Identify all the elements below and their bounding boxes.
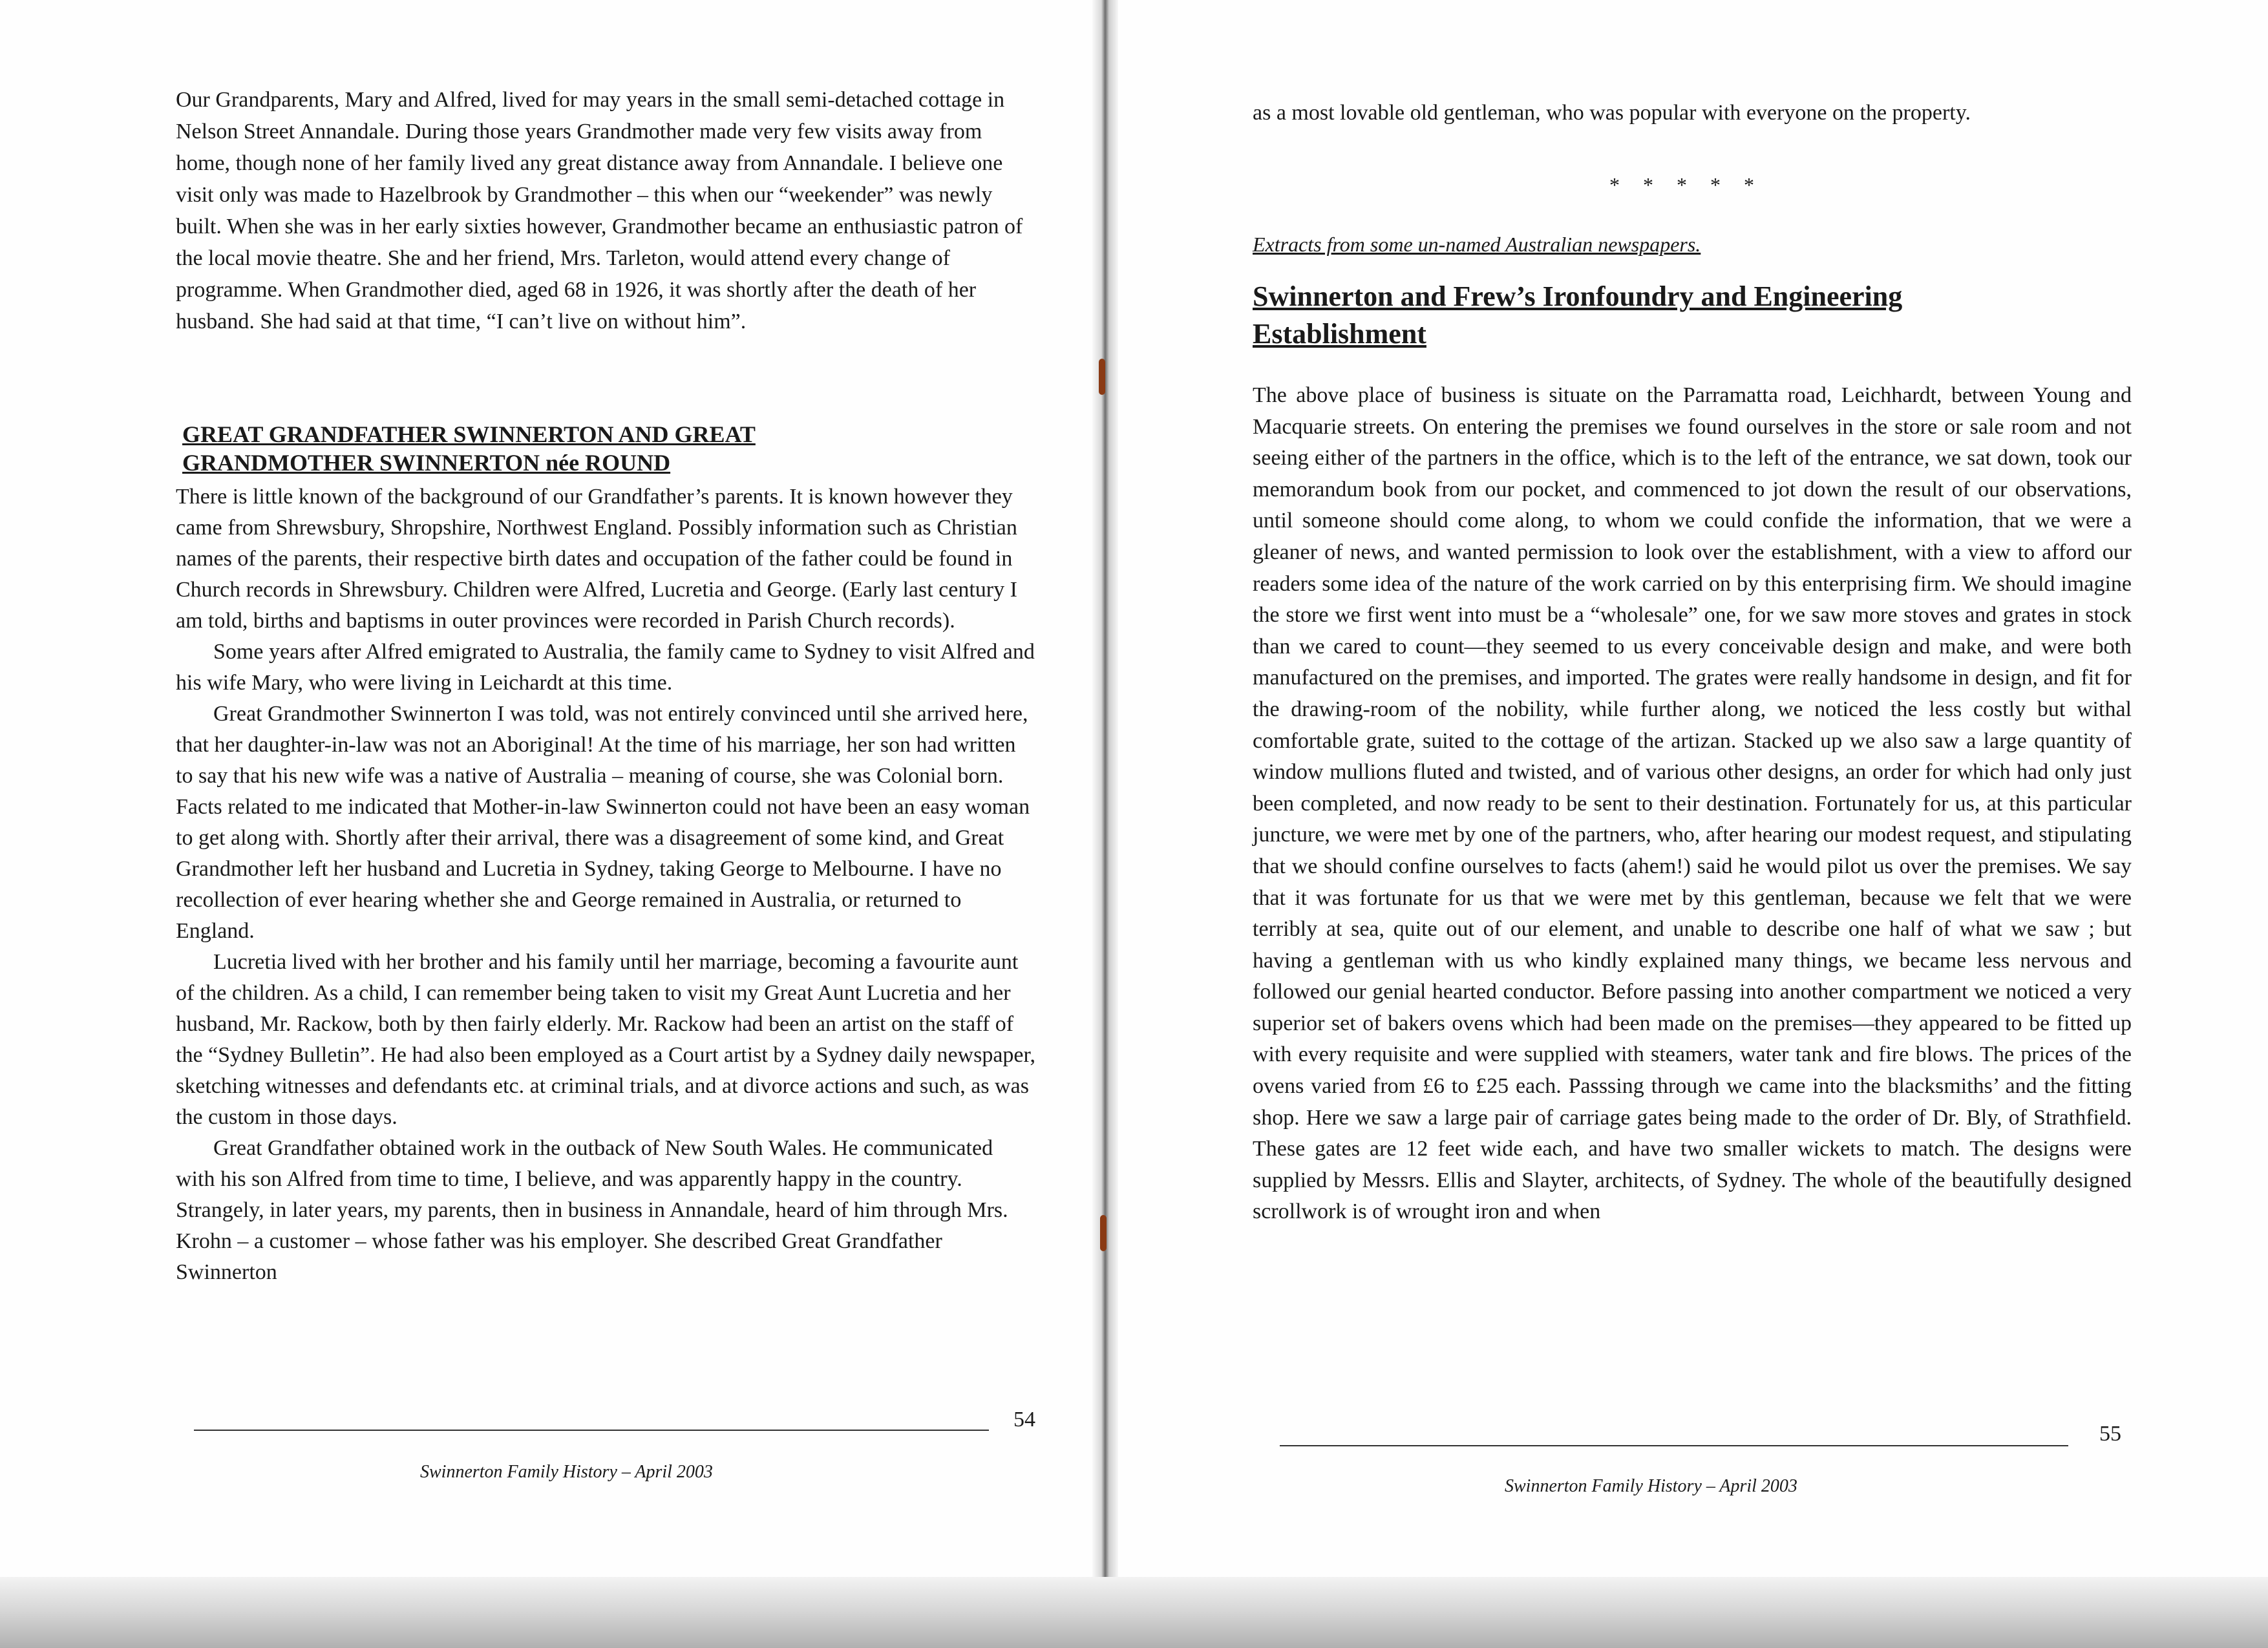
right-continuation bbox=[1253, 97, 2132, 129]
right-footer: Swinnerton Family History – April 2003 bbox=[1505, 1476, 1797, 1496]
continuation-paragraph: as a most lovable old gentleman, who was popular with everyone on the property. bbox=[1253, 101, 1971, 125]
right-body-text bbox=[1253, 380, 2132, 1228]
extract-title: Extracts from some un-named Australian newspapers. bbox=[1253, 233, 1701, 256]
left-page-number: 54 bbox=[1013, 1408, 1035, 1431]
right-paragraph: The above place of business is situate on the Parramatta road, Leichhardt, between Young and Macquarie streets. On entering the premises we found ourselves in the store or sale room and not seeing either of the partners in the office, which is to the left of the entrance, we sat down, took our memorandum book from our pocket, and commenced to jot down the result of our observations, until someone should come along, to whom we could confide the information, that we were a gleaner of news, and wanted permission to look over the establishment, with a view to afford our readers some idea of the nature of the work carried on by this enterprising firm. We should imagine the store we first went into must be a “wholesale” one, for we saw more stoves and grates in stock than we cared to count—they seemed to us every conceivable design and make, and were both manufactured on the premises, and imported. The grates were really handsome in design, and fit for the drawing-room of the nobility, while further along, we noticed the less costly but withal comfortable grate, suited to the cottage of the artizan. Stacked up we also saw a large quantity of window mullions fluted and twisted, and of various other designs, an order for which had only just been completed, and now ready to be sent to their destination. Fortunately for us, at this particular juncture, we were met by one of the partners, who, after hearing our modest request, and stipulating that we should confine ourselves to facts (ahem!) said he would pilot us over the premises. We say that it was fortunate for us that we were met by this gentleman, because we felt that we were terribly at sea, quite out of our element, and unable to describe one half of what we saw ; but having a gentleman with us who kindly explained many things, we became less nervous and followed our genial hearted conductor. Before passing into another compartment we noticed a very superior set of bakers ovens which had been made on the premises—they appeared to be fitted up with every requisite and were supplied with steamers, water tank and fire blows. The prices of the ovens varied from £6 to £25 each. Passsing through we came into the blacksmiths’ and the fitting shop. Here we saw a large pair of carriage gates being made to the order of Dr. Bly, of Strathfield. These gates are 12 feet wide each, and have two smaller wickets to match. The designs were supplied by Messrs. Ellis and Slayter, architects, of Sydney. The whole of the beautifully designed scrollwork is of wrought iron and when bbox=[1253, 383, 2132, 1224]
binding-staple-mark bbox=[1099, 359, 1105, 395]
left-footer-rule bbox=[194, 1430, 989, 1431]
left-paragraph: Lucretia lived with her brother and his family until her marriage, becoming a favourite aunt of the children. As a child, I can remember being taken to visit my Great Aunt Lucretia and her husband, Mr. Rackow, both by then fairly elderly. Mr. Rackow had been an artist on the staff of the “Sydney Bulletin”. He had also been employed as a Court artist by a Sydney daily newspaper, sketching witnesses and defendants etc. at criminal trials, and at divorce actions and such, as was the custom in those days. bbox=[176, 950, 1035, 1129]
book-gutter bbox=[1092, 0, 1118, 1629]
left-paragraph: Great Grandmother Swinnerton I was told, was not entirely convinced until she arrived here, that her daughter-in-law was not an Aboriginal! At the time of his marriage, her son had written to say that his new wife was a native of Australia – meaning of course, she was Colonial born. Facts related to me indicated that Mother-in-law Swinnerton could not have been an easy woman to get along with. Shortly after their arrival, there was a disagreement of some kind, and Great Grandmother left her husband and Lucretia in Sydney, taking George to Melbourne. I have no recollection of ever hearing whether she and George remained in Australia, or returned to England. bbox=[176, 702, 1030, 943]
left-section-heading: GREAT GRANDFATHER SWINNERTON AND GREAT GRANDMOTHER SWINNERTON née ROUND bbox=[182, 421, 756, 476]
scan-bottom-shadow bbox=[0, 1577, 2268, 1648]
left-paragraph: Great Grandfather obtained work in the outback of New South Wales. He communicated with his son Alfred from time to time, I believe, and was apparently happy in the country. Strangely, in later years, my parents, then in business in Annandale, heard of him through Mrs. Krohn – a customer – whose father was his employer. She described Great Grandfather Swinnerton bbox=[176, 1136, 1008, 1284]
right-footer-rule bbox=[1280, 1445, 2068, 1446]
right-section-heading: Swinnerton and Frew’s Ironfoundry and Engineering Establishment bbox=[1253, 280, 1903, 350]
left-body-text bbox=[176, 481, 1035, 1288]
left-paragraph: There is little known of the background of our Grandfather’s parents. It is known however they came from Shrewsbury, Shropshire, Northwest England. Possibly information such as Christian names of the parents, their respective birth dates and occupation of the father could be found in Church records in Shrewsbury. Children were Alfred, Lucretia and George. (Early last century I am told, births and baptisms in outer provinces were recorded in Parish Church records). bbox=[176, 485, 1017, 633]
intro-paragraph: Our Grandparents, Mary and Alfred, lived for may years in the small semi-detached cottage in Nelson Street Annandale. During those years Grandmother made very few visits away from home, though none of her family lived any great distance away from Annandale. I believe one visit only was made to Hazelbrook by Grandmother – this when our “weekender” was newly built. When she was in her early sixties however, Grandmother became an enthusiastic patron of the local movie theatre. She and her friend, Mrs. Tarleton, would attend every change of programme. When Grandmother died, aged 68 in 1926, it was shortly after the death of her husband. She had said at that time, “I can’t live on without him”. bbox=[176, 88, 1023, 333]
section-separator: * * * * * bbox=[1609, 173, 1763, 196]
right-page-number: 55 bbox=[2099, 1422, 2121, 1446]
left-footer: Swinnerton Family History – April 2003 bbox=[420, 1462, 713, 1482]
binding-staple-mark bbox=[1100, 1215, 1107, 1251]
left-intro-paragraph bbox=[176, 84, 1035, 337]
left-paragraph: Some years after Alfred emigrated to Australia, the family came to Sydney to visit Alfred and his wife Mary, who were living in Leichardt at this time. bbox=[176, 640, 1035, 695]
